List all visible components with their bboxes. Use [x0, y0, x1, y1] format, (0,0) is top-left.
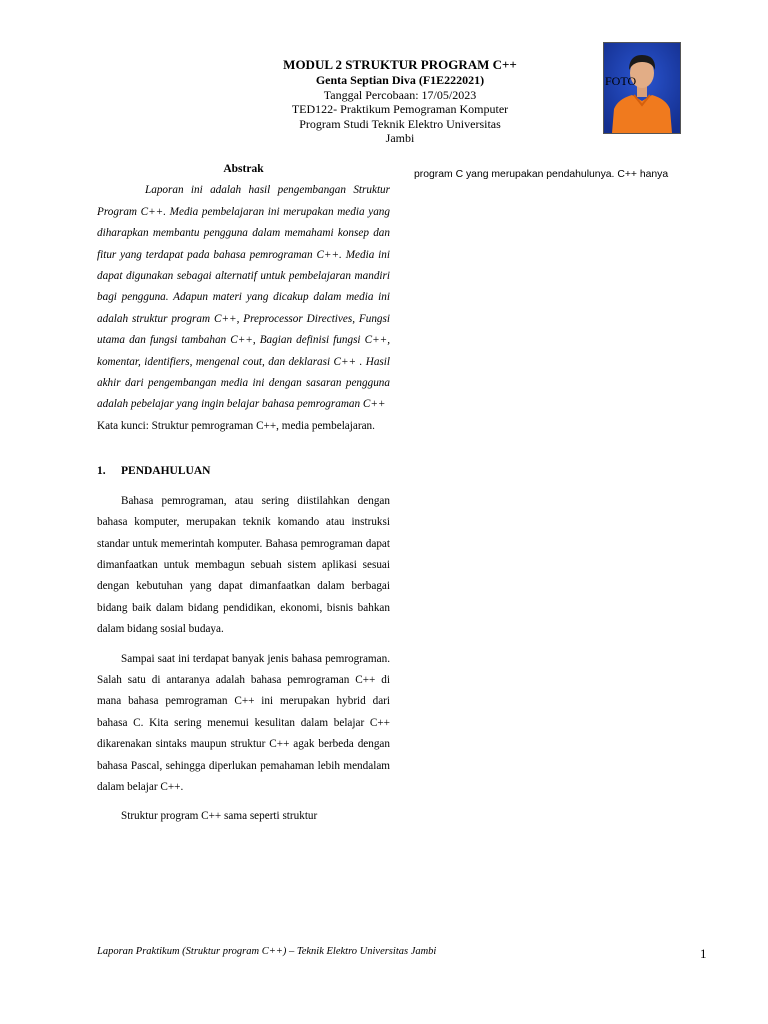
course-line: TED122- Praktikum Pemograman Komputer — [291, 102, 509, 116]
right-column-text: program C yang merupakan pendahulunya. C++ hanya — [414, 169, 669, 180]
paragraph: Sampai saat ini terdapat banyak jenis bahasa pemrograman. Salah satu di antaranya adalah bahasa pemrograman C++ di mana bahasa pemrograman C++ ini merupakan hybrid dari bahasa C. Kita sering menemui kesulitan dalam belajar C++ dikarenakan sintaks maupun struktur C++ agak berbeda dengan bahasa Pascal, sehingga diperlukan pemahaman lebih mendalam dalam belajar C++. — [97, 652, 390, 793]
document-header — [200, 56, 600, 146]
right-column — [414, 165, 714, 185]
institution-line-1: Program Studi Teknik Elektro Universitas — [299, 116, 501, 131]
paragraph: Struktur program C++ sama seperti struktur — [121, 810, 318, 823]
keywords: Kata kunci: Struktur pemrograman C++, media pembelajaran. — [97, 419, 375, 432]
date-line: Tanggal Percobaan: 17/05/2023 — [323, 87, 477, 102]
section-number: 1. — [97, 465, 106, 478]
section-title: PENDAHULUAN — [121, 465, 211, 478]
abstract-body: Laporan ini adalah hasil pengembangan Struktur Program C++. Media pembelajaran ini merupakan media yang diharapkan membantu pengguna dalam memahami konsep dan fitur yang terdapat pada bahasa pemrograman C++. Media ini dapat digunakan sebagai alternatif untuk pembelajaran mandiri bagi pengguna. Adapun materi yang dicakup dalam media ini adalah struktur program C++, Preprocessor Directives, Fungsi utama dan fungsi tambahan C++, Bagian definisi fungsi C++, komentar, identifiers, mengenal cout, dan deklarasi C++ . Hasil akhir dari pengembangan media ini dengan sasaran pengguna adalah pebelajar yang ingin belajar bahasa pemrograman C++ — [97, 184, 390, 411]
photo-label: FOTO — [605, 74, 637, 88]
institution-line-2: Jambi — [385, 131, 415, 145]
section-heading-pendahuluan — [97, 461, 390, 482]
author-photo — [603, 42, 681, 134]
document-title: MODUL 2 STRUKTUR PROGRAM C++ — [283, 57, 517, 72]
left-column — [97, 159, 390, 836]
author-line: Genta Septian Diva (F1E222021) — [315, 73, 485, 87]
paragraph: Bahasa pemrograman, atau sering diistilahkan dengan bahasa komputer, merupakan teknik komando atau instruksi standar untuk memerintah komputer. Bahasa pemrograman dapat dimanfaatkan untuk membagun sebuah sistem aplikasi sesuai dengan kebutuhan yang dapat dimanfaatkan dalam berbagai bidang baik dalam bidang pendidikan, ekonomi, bisnis bahkan dalam bidang sosial budaya. — [97, 494, 390, 636]
page-number: 1 — [700, 946, 707, 961]
abstract-heading: Abstrak — [223, 163, 264, 175]
page-footer: Laporan Praktikum (Struktur program C++) – Teknik Elektro Universitas Jambi — [97, 946, 437, 957]
